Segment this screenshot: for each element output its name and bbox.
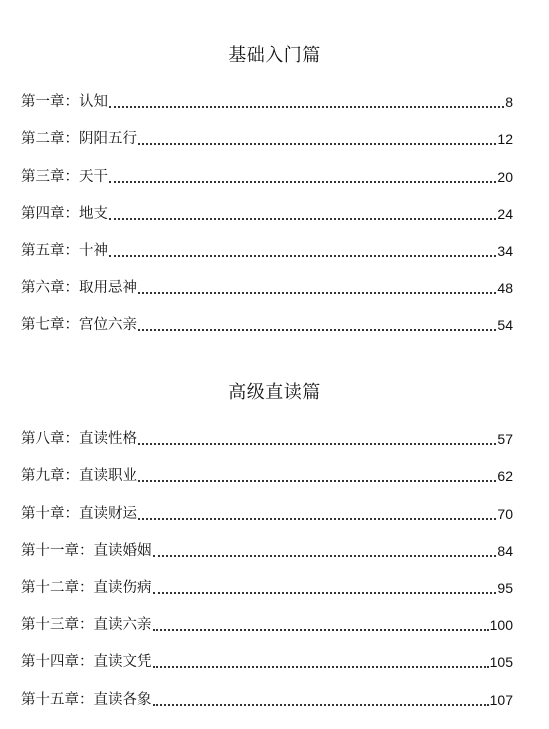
toc-entry-page-number: 105 [489, 654, 513, 671]
dot-leader [109, 217, 496, 220]
dot-leader [138, 291, 496, 294]
dot-leader [138, 517, 496, 520]
toc-entry-label: 第十章：直读财运 [21, 505, 137, 522]
toc-entry[interactable] [21, 412, 513, 449]
toc-entry[interactable] [21, 261, 513, 298]
toc-entry-page-number: 95 [497, 579, 513, 596]
toc-list-basics [21, 75, 513, 335]
dot-leader [153, 554, 497, 557]
toc-entry-page-number: 34 [497, 242, 513, 259]
toc-entry-page-number: 107 [489, 691, 513, 708]
toc-entry[interactable] [21, 187, 513, 224]
toc-entry[interactable] [21, 298, 513, 335]
toc-entry[interactable] [21, 486, 513, 523]
dot-leader [153, 591, 497, 594]
toc-entry[interactable] [21, 75, 513, 112]
toc-entry[interactable] [21, 598, 513, 635]
toc-entry[interactable] [21, 112, 513, 149]
toc-entry[interactable] [21, 224, 513, 261]
toc-entry-label: 第十二章：直读伤病 [21, 579, 152, 596]
toc-entry-page-number: 100 [489, 617, 513, 634]
dot-leader [138, 328, 496, 331]
toc-entry-page-number: 62 [497, 468, 513, 485]
toc-entry-label: 第一章：认知 [21, 94, 108, 111]
dot-leader [153, 665, 489, 668]
toc-entry-label: 第四章：地支 [21, 205, 108, 222]
toc-list-advanced [21, 412, 513, 710]
toc-entry-label: 第六章：取用忌神 [21, 280, 137, 297]
toc-entry-page-number: 24 [497, 205, 513, 222]
dot-leader [109, 254, 496, 257]
toc-entry-label: 第三章：天干 [21, 168, 108, 185]
toc-entry-label: 第二章：阴阳五行 [21, 131, 137, 148]
toc-entry-page-number: 84 [497, 542, 513, 559]
toc-entry[interactable] [21, 635, 513, 672]
toc-entry-page-number: 70 [497, 505, 513, 522]
toc-entry-label: 第十四章：直读文凭 [21, 654, 152, 671]
dot-leader [153, 628, 489, 631]
toc-entry-label: 第八章：直读性格 [21, 431, 137, 448]
toc-entry-page-number: 12 [497, 131, 513, 148]
section-title-advanced: 高级直读篇 [228, 382, 321, 403]
toc-entry-page-number: 20 [497, 168, 513, 185]
toc-entry-label: 第五章：十神 [21, 242, 108, 259]
toc-entry[interactable] [21, 449, 513, 486]
toc-entry-label: 第十五章：直读各象 [21, 691, 152, 708]
toc-entry[interactable] [21, 672, 513, 709]
section-title-basics: 基础入门篇 [228, 45, 321, 66]
toc-entry-label: 第十三章：直读六亲 [21, 617, 152, 634]
dot-leader [153, 703, 489, 706]
toc-entry[interactable] [21, 524, 513, 561]
toc-entry-page-number: 54 [497, 317, 513, 334]
toc-entry-page-number: 48 [497, 280, 513, 297]
toc-entry-label: 第九章：直读职业 [21, 468, 137, 485]
dot-leader [138, 479, 496, 482]
toc-entry-page-number: 57 [497, 431, 513, 448]
dot-leader [109, 180, 496, 183]
dot-leader [138, 442, 496, 445]
dot-leader [109, 105, 504, 108]
toc-entry[interactable] [21, 561, 513, 598]
toc-entry[interactable] [21, 149, 513, 186]
toc-entry-label: 第十一章：直读婚姻 [21, 542, 152, 559]
toc-entry-label: 第七章：宫位六亲 [21, 317, 137, 334]
toc-entry-page-number: 8 [505, 94, 513, 111]
dot-leader [138, 142, 496, 145]
